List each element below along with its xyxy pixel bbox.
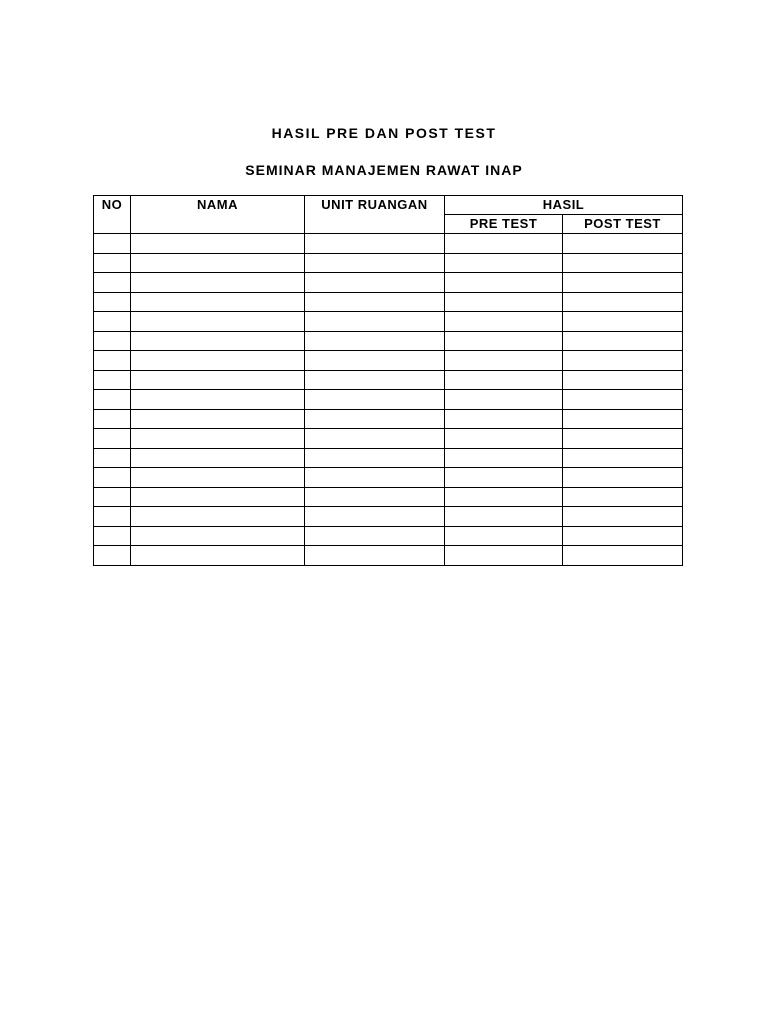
- table-row: [94, 351, 683, 371]
- cell-unit-ruangan: [305, 312, 445, 332]
- cell-nama: [131, 429, 305, 449]
- cell-pre-test: [445, 312, 563, 332]
- cell-pre-test: [445, 331, 563, 351]
- cell-nama: [131, 448, 305, 468]
- cell-nama: [131, 468, 305, 488]
- cell-no: [94, 507, 131, 527]
- cell-post-test: [563, 448, 683, 468]
- cell-no: [94, 390, 131, 410]
- cell-no: [94, 312, 131, 332]
- header-hasil: HASIL: [445, 196, 683, 215]
- cell-nama: [131, 351, 305, 371]
- cell-unit-ruangan: [305, 253, 445, 273]
- cell-post-test: [563, 370, 683, 390]
- cell-no: [94, 468, 131, 488]
- cell-pre-test: [445, 390, 563, 410]
- cell-unit-ruangan: [305, 546, 445, 566]
- table-body: [94, 234, 683, 566]
- document-subtitle: SEMINAR MANAJEMEN RAWAT INAP: [245, 162, 523, 178]
- cell-unit-ruangan: [305, 234, 445, 254]
- table-row: [94, 292, 683, 312]
- table-row: [94, 526, 683, 546]
- cell-post-test: [563, 390, 683, 410]
- cell-unit-ruangan: [305, 409, 445, 429]
- table-row: [94, 429, 683, 449]
- cell-pre-test: [445, 351, 563, 371]
- cell-post-test: [563, 546, 683, 566]
- cell-unit-ruangan: [305, 487, 445, 507]
- cell-no: [94, 409, 131, 429]
- table-row: [94, 448, 683, 468]
- table-row: [94, 390, 683, 410]
- table-row: [94, 409, 683, 429]
- table-row: [94, 253, 683, 273]
- table-row: [94, 487, 683, 507]
- results-table: [93, 195, 683, 566]
- cell-pre-test: [445, 253, 563, 273]
- cell-post-test: [563, 253, 683, 273]
- cell-post-test: [563, 312, 683, 332]
- cell-nama: [131, 273, 305, 293]
- cell-pre-test: [445, 370, 563, 390]
- cell-pre-test: [445, 409, 563, 429]
- cell-nama: [131, 312, 305, 332]
- table-row: [94, 370, 683, 390]
- table-row: [94, 331, 683, 351]
- cell-no: [94, 546, 131, 566]
- cell-nama: [131, 292, 305, 312]
- cell-no: [94, 331, 131, 351]
- cell-post-test: [563, 468, 683, 488]
- header-nama: NAMA: [131, 196, 305, 234]
- cell-pre-test: [445, 468, 563, 488]
- cell-pre-test: [445, 507, 563, 527]
- header-pre-test: PRE TEST: [445, 215, 563, 234]
- cell-unit-ruangan: [305, 526, 445, 546]
- cell-unit-ruangan: [305, 507, 445, 527]
- cell-nama: [131, 331, 305, 351]
- cell-no: [94, 448, 131, 468]
- table-row: [94, 312, 683, 332]
- cell-pre-test: [445, 273, 563, 293]
- cell-no: [94, 429, 131, 449]
- cell-post-test: [563, 507, 683, 527]
- cell-post-test: [563, 526, 683, 546]
- cell-unit-ruangan: [305, 390, 445, 410]
- cell-nama: [131, 487, 305, 507]
- cell-nama: [131, 234, 305, 254]
- cell-post-test: [563, 331, 683, 351]
- header-unit-ruangan: UNIT RUANGAN: [305, 196, 445, 234]
- cell-post-test: [563, 351, 683, 371]
- cell-nama: [131, 546, 305, 566]
- table-row: [94, 273, 683, 293]
- cell-pre-test: [445, 546, 563, 566]
- cell-unit-ruangan: [305, 429, 445, 449]
- cell-unit-ruangan: [305, 292, 445, 312]
- cell-unit-ruangan: [305, 448, 445, 468]
- cell-unit-ruangan: [305, 331, 445, 351]
- cell-post-test: [563, 409, 683, 429]
- cell-post-test: [563, 234, 683, 254]
- cell-no: [94, 351, 131, 371]
- cell-pre-test: [445, 526, 563, 546]
- cell-no: [94, 292, 131, 312]
- cell-no: [94, 526, 131, 546]
- table-row: [94, 507, 683, 527]
- cell-unit-ruangan: [305, 351, 445, 371]
- cell-unit-ruangan: [305, 370, 445, 390]
- header-post-test: POST TEST: [563, 215, 683, 234]
- cell-nama: [131, 253, 305, 273]
- cell-pre-test: [445, 487, 563, 507]
- cell-no: [94, 253, 131, 273]
- document-title: HASIL PRE DAN POST TEST: [271, 125, 497, 141]
- cell-nama: [131, 409, 305, 429]
- table-row: [94, 546, 683, 566]
- cell-nama: [131, 526, 305, 546]
- cell-nama: [131, 370, 305, 390]
- cell-pre-test: [445, 292, 563, 312]
- table-row: [94, 234, 683, 254]
- cell-unit-ruangan: [305, 273, 445, 293]
- cell-no: [94, 234, 131, 254]
- cell-no: [94, 487, 131, 507]
- cell-nama: [131, 507, 305, 527]
- cell-no: [94, 273, 131, 293]
- cell-pre-test: [445, 448, 563, 468]
- header-no: NO: [94, 196, 131, 234]
- table-row: [94, 468, 683, 488]
- cell-pre-test: [445, 234, 563, 254]
- cell-unit-ruangan: [305, 468, 445, 488]
- cell-post-test: [563, 292, 683, 312]
- cell-post-test: [563, 273, 683, 293]
- cell-no: [94, 370, 131, 390]
- cell-pre-test: [445, 429, 563, 449]
- cell-nama: [131, 390, 305, 410]
- cell-post-test: [563, 429, 683, 449]
- cell-post-test: [563, 487, 683, 507]
